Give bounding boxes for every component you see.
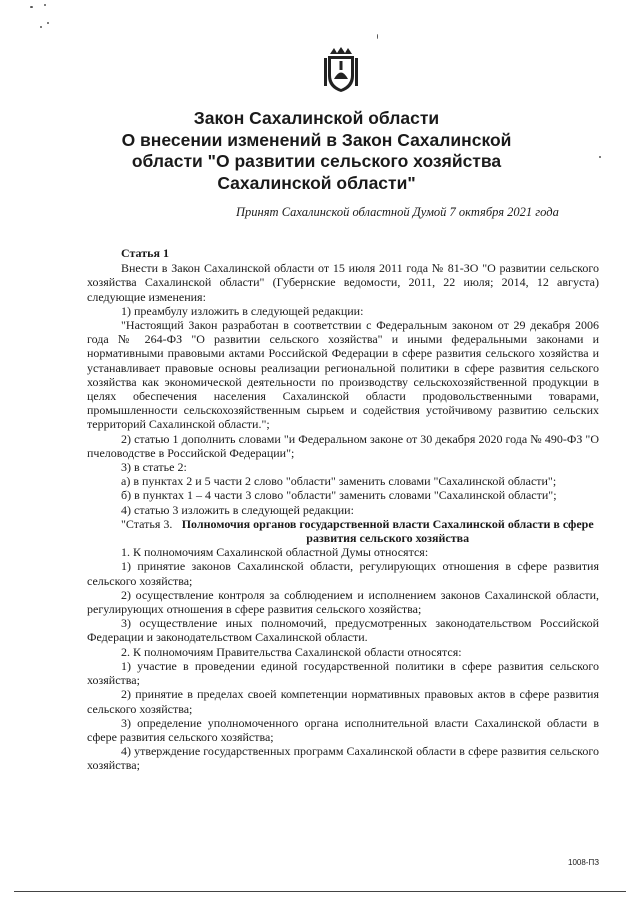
scan-speck (377, 34, 378, 39)
paragraph: а) в пунктах 2 и 5 части 2 слово "области" заменить словами "Сахалинской области"; (121, 474, 557, 489)
scan-edge-line (14, 891, 626, 892)
paragraph: 1. К полномочиям Сахалинской областной Думы относятся: (121, 545, 429, 560)
paragraph: 3) определение уполномоченного органа исполнительной власти Сахалинской области в сфере развития сельского хозяйства; (87, 715, 599, 744)
paragraph: 2. К полномочиям Правительства Сахалинской области относятся: (121, 644, 462, 659)
paragraph: 2) статью 1 дополнить словами "и Федеральном законе от 30 декабря 2020 года № 490-ФЗ "О пчеловодстве в Российской Федерации"; (87, 431, 599, 460)
quoted-article-title: Полномочия органов государственной власти Сахалинской области в сфере развития сельского хозяйства (181, 516, 594, 546)
paragraph: 2) принятие в пределах своей компетенции нормативных правовых актов в сфере развития сельского хозяйства; (87, 687, 599, 716)
scan-speck (599, 156, 601, 158)
paragraph: б) в пунктах 1 – 4 части 3 слово "области" заменить словами "Сахалинской области"; (121, 488, 557, 503)
sakhalin-coat-of-arms-icon (324, 46, 358, 94)
paragraph: 1) принятие законов Сахалинской области, регулирующих отношения в сфере развития сельского хозяйства; (87, 559, 599, 588)
paragraph: Внести в Закон Сахалинской области от 15 июля 2011 года № 81-ЗО "О развитии сельского хозяйства Сахалинской области" (Губернские ведомости, 2011, 22 июля; 2014, 12 августа) следующие изменения: (87, 261, 599, 304)
paragraph: 4) статью 3 изложить в следующей редакции: (121, 502, 354, 517)
scan-speck (30, 6, 33, 8)
paragraph: 3) осуществление иных полномочий, предусмотренных законодательством Российской Федерации и законодательством Сахалинской области. (87, 616, 599, 645)
scan-speck (44, 4, 46, 6)
title-line: О внесении изменений в Закон Сахалинской (121, 129, 512, 150)
paragraph: 3) в статье 2: (121, 460, 187, 475)
title-line: Закон Сахалинской области (193, 108, 440, 128)
document-code: 1008-ПЗ (568, 858, 600, 867)
scan-speck (47, 22, 49, 24)
quoted-article-heading (87, 517, 599, 545)
paragraph: "Настоящий Закон разработан в соответствии с Федеральным законом от 29 декабря 2006 года № 264-ФЗ "О развитии сельского хозяйства" и иными федеральными законами и нормативными правовыми актами Российской Федерации в сфере развития сельского хозяйства и устанавливает правовые основы реализации региональной политики в сфере развития сельского хозяйства как экономической деятельности по производству сельскохозяйственной продукции в целях обеспечения населения Сахалинской области продовольственными товарами, промышленности сельскохозяйственным сырьем и содействия устойчивому развитию сельских территорий Сахалинской области."; (87, 318, 599, 432)
scan-speck (40, 26, 42, 28)
article-heading: Статья 1 (121, 246, 169, 260)
paragraph: 2) осуществление контроля за соблюдением и исполнением законов Сахалинской области, регулирующих отношения в сфере развития сельского хозяйства; (87, 587, 599, 617)
title-line: Сахалинской области" (217, 172, 416, 193)
document-body (87, 246, 599, 773)
paragraph: 1) участие в проведении единой государственной политики в сфере развития сельского хозяйства; (87, 658, 599, 688)
adoption-note: Принят Сахалинской областной Думой 7 октября 2021 года (236, 205, 559, 219)
paragraph: 1) преамбулу изложить в следующей редакции: (121, 303, 364, 318)
quoted-article-prefix: "Статья 3. (121, 516, 173, 531)
title-line: области "О развитии сельского хозяйства (131, 151, 502, 171)
document-title (80, 108, 553, 194)
paragraph: 4) утверждение государственных программ Сахалинской области в сфере развития сельского хозяйства; (87, 744, 599, 773)
